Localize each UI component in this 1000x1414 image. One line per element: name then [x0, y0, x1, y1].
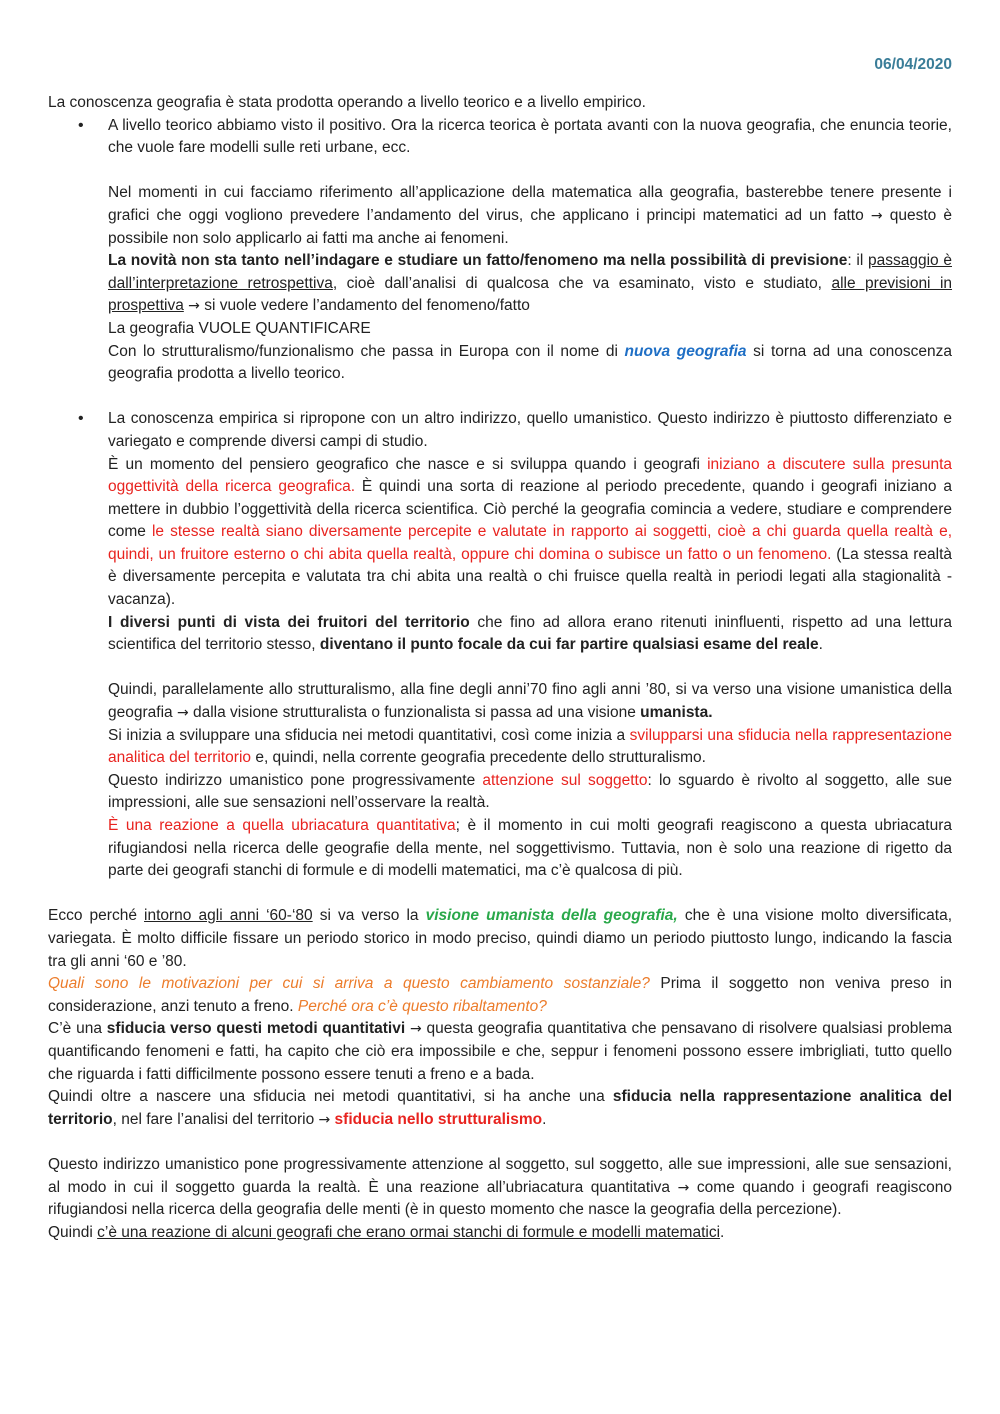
arrow-icon: → — [677, 1179, 690, 1196]
paragraph: È un momento del pensiero geografico che nasce e si sviluppa quando i geografi iniziano a discutere sulla presunta oggettività della ricerca geografica. È quindi una sorta di reazione al periodo precedente, quando i geografi iniziano a mettere in dubbio l’oggettività della ricerca scientifica. Ciò perché la geografia comincia a vedere, studiare e comprendere come le stesse realtà siano diversamente percepite e valutate in rapporto ai soggetti, cioè a chi guarda quella realtà e, quindi, un fruitore esterno o chi abita quella realtà, oppure chi domina o subisce un fatto o un fenomeno. (La stessa realtà è diversamente percepita e valutata tra chi abita una realtà o chi fruisce quella realtà in periodi legati alla stagionalità - vacanza). — [108, 455, 953, 609]
arrow-icon: → — [318, 1111, 331, 1128]
paragraph: Questo indirizzo umanistico pone progressivamente attenzione al soggetto, sul soggetto, alle sue impressioni, alle sue sensazioni, al modo in cui il soggetto guarda la realtà. È una reazione all’ubriacatura quantitativa → come quando i geografi reagiscono rifugiandosi nella ricerca della geografia delle menti (è in questo momento che nasce la geografia della percezione). — [48, 1155, 953, 1219]
paragraph: Si inizia a sviluppare una sfiducia nei metodi quantitativi, così come inizia a svilupparsi una sfiducia nella rappresentazione analitica del territorio e, quindi, nella corrente geografia precedente dello strutturalismo. — [108, 726, 952, 767]
paragraph: Con lo strutturalismo/funzionalismo che passa in Europa con il nome di nuova geografia si torna ad una conoscenza geografia prodotta a livello teorico. — [108, 342, 952, 383]
intro-paragraph: La conoscenza geografia è stata prodotta operando a livello teorico e a livello empirico. — [48, 94, 646, 111]
paragraph: Quali sono le motivazioni per cui si arriva a questo cambiamento sostanziale? Prima il soggetto non veniva preso in considerazione, anzi tenuto a freno. Perché ora c’è questo ribaltamento? — [48, 975, 952, 1015]
paragraph: • La conoscenza empirica si ripropone con un altro indirizzo, quello umanistico. Questo indirizzo è piuttosto differenziato e variegato e comprende diversi campi di studio. — [108, 410, 952, 450]
paragraph: Quindi oltre a nascere una sfiducia nei metodi quantitativi, si ha anche una sfiducia nella rappresentazione analitica del territorio, nel fare l’analisi del territorio → sfiducia nello strutturalismo. — [48, 1088, 953, 1128]
paragraph: C’è una sfiducia verso questi metodi quantitativi → questa geografia quantitativa che pensavano di risolvere qualsiasi problema quantificando fenomeni e fatti, ha capito che ciò era impossibile e che, seppur i fenomeni possono essere imbrigliati, tutto quello che riguarda i fatti difficilmente possono essere tenuti a freno e a bada. — [48, 1020, 952, 1083]
arrow-icon: → — [188, 298, 200, 315]
paragraph: La geografia VUOLE QUANTIFICARE — [108, 319, 371, 337]
paragraph: Quindi, parallelamente allo strutturalismo, alla fine degli anni’70 fino agli anni ’80, si va verso una visione umanistica della geografia → dalla visione strutturalista o funzionalista si passa ad una visione umanista. — [108, 681, 952, 722]
paragraph: Quindi c’è una reazione di alcuni geografi che erano ormai stanchi di formule e modelli matematici. — [48, 1223, 725, 1241]
paragraph: Ecco perché intorno agli anni ‘60-‘80 si va verso la visione umanista della geografia, che è una visione molto diversificata, variegata. È molto difficile fissare un periodo storico in modo preciso, quindi diamo un periodo piuttosto lungo, indicando la fascia tra gli anni ‘60 e ’80. — [48, 907, 953, 970]
bullet-empirical — [48, 408, 952, 882]
bullet-list-2 — [48, 408, 952, 882]
paragraph: I diversi punti di vista dei fruitori del territorio che fino ad allora erano ritenuti ininfluenti, rispetto ad una lettura scientifica del territorio stesso, diventano il punto focale da cui far partire qualsiasi esame del reale. — [108, 613, 952, 654]
arrow-icon: → — [870, 207, 883, 224]
paragraph: Questo indirizzo umanistico pone progressivamente attenzione sul soggetto: lo sguardo è rivolto al soggetto, alle sue impressioni, alle sue sensazioni nell’osservare la realtà. — [108, 771, 952, 812]
arrow-icon: → — [176, 705, 189, 722]
bullet-list-1 — [48, 115, 952, 386]
document-date: 06/04/2020 — [874, 56, 952, 73]
paragraph: Nel momenti in cui facciamo riferimento all’applicazione della matematica alla geografia, basterebbe tenere presente i grafici che oggi vogliono prevedere l’andamento del virus, che applicano i principi matematici ad un fatto → questo è possibile non solo applicarlo ai fatti ma anche ai fenomeni. — [108, 184, 953, 247]
document-body — [48, 92, 952, 1244]
paragraph: • A livello teorico abbiamo visto il positivo. Ora la ricerca teorica è portata avanti con la nuova geografia, che enuncia teorie, che vuole fare modelli sulle reti urbane, ecc. — [108, 116, 952, 157]
paragraph: È una reazione a quella ubriacatura quantitativa; è il momento in cui molti geografi reagiscono a questa ubriacatura rifugiandosi nella ricerca delle geografie della mente, nel soggettivismo. Tuttavia, non è solo una reazione di rigetto da parte dei geografi stanchi di formule e di modelli matematici, ma c’è qualcosa di più. — [108, 817, 953, 880]
bullet-theoretical — [48, 115, 952, 386]
arrow-icon: → — [409, 1021, 422, 1038]
paragraph: La novità non sta tanto nell’indagare e studiare un fatto/fenomeno ma nella possibilità di previsione: il passaggio è dall’interpretazione retrospettiva, cioè dall’analisi di qualcosa che va esaminato, visto e studiato, alle previsioni in prospettiva → si vuole vedere l’andamento del fenomeno/fatto — [108, 252, 953, 315]
